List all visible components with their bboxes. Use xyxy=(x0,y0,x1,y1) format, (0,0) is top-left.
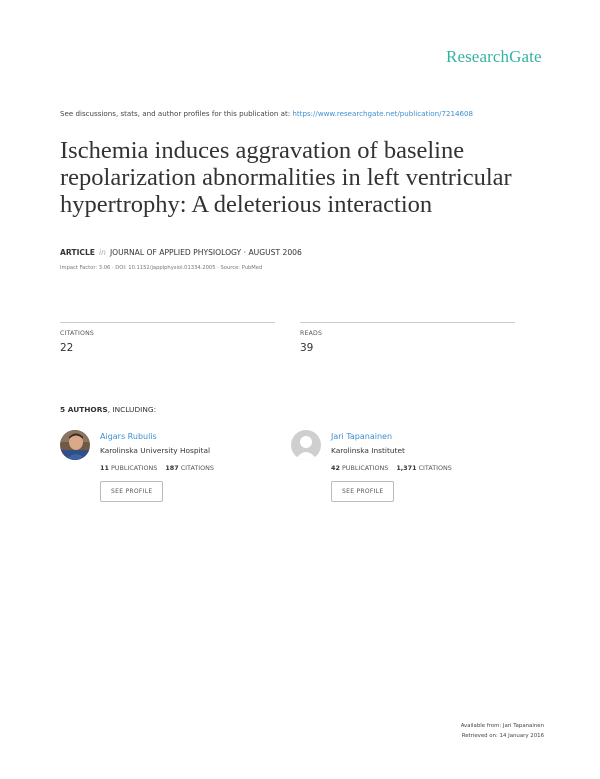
discussion-prefix: See discussions, stats, and author profiles for this publication at: xyxy=(60,109,291,118)
publication-url-link[interactable]: https://www.researchgate.net/publication/7214608 xyxy=(292,109,474,118)
author-institution: Karolinska Institutet xyxy=(331,446,405,455)
publications-label: PUBLICATIONS xyxy=(110,464,158,472)
in-word: in xyxy=(99,248,106,257)
author-avatar-photo[interactable] xyxy=(60,430,90,460)
author-name-link[interactable]: Jari Tapanainen xyxy=(331,432,393,441)
author-citations-label: CITATIONS xyxy=(180,464,214,472)
author-citations-label: CITATIONS xyxy=(418,464,452,472)
journal-info: JOURNAL OF APPLIED PHYSIOLOGY · AUGUST 2006 xyxy=(109,248,302,257)
article-meta xyxy=(60,248,302,257)
availability-footer xyxy=(461,721,544,741)
authors-including: , INCLUDING: xyxy=(107,405,157,414)
author-institution: Karolinska University Hospital xyxy=(100,446,211,455)
reads-label: READS xyxy=(300,330,323,337)
paper-title-line: hypertrophy: A deleterious interaction xyxy=(60,191,433,218)
authors-heading xyxy=(60,405,156,414)
author-citations-count: 187 xyxy=(165,464,179,472)
author-citations-count: 1,371 xyxy=(396,464,417,472)
citations-stat xyxy=(60,322,275,354)
reads-stat xyxy=(300,322,515,354)
paper-title xyxy=(60,137,550,218)
author-stats xyxy=(100,464,280,472)
impact-factor-line: Impact Factor: 3.06 · DOI: 10.1152/japplphysiol.01334.2005 · Source: PubMed xyxy=(60,265,263,271)
authors-count: 5 AUTHORS xyxy=(60,405,108,414)
available-from: Available from: Jari Tapanainen xyxy=(460,723,544,729)
publications-count: 11 xyxy=(100,464,109,472)
publications-count: 42 xyxy=(331,464,340,472)
citations-count: 22 xyxy=(60,342,74,354)
default-user-icon[interactable] xyxy=(291,430,321,460)
reads-count: 39 xyxy=(300,342,314,354)
retrieved-on: Retrieved on: 14 January 2016 xyxy=(461,733,544,739)
paper-title-line: repolarization abnormalities in left ventricular xyxy=(60,164,512,191)
discussion-line xyxy=(60,109,473,118)
see-profile-button[interactable]: SEE PROFILE xyxy=(100,481,163,502)
paper-title-line: Ischemia induces aggravation of baseline xyxy=(60,137,465,164)
author-stats xyxy=(331,464,511,472)
see-profile-button[interactable]: SEE PROFILE xyxy=(331,481,394,502)
author-name-link[interactable]: Aigars Rubulis xyxy=(100,432,157,441)
article-type: ARTICLE xyxy=(60,248,95,257)
researchgate-logo[interactable]: ResearchGate xyxy=(446,47,542,66)
publications-label: PUBLICATIONS xyxy=(341,464,389,472)
citations-label: CITATIONS xyxy=(60,330,95,337)
